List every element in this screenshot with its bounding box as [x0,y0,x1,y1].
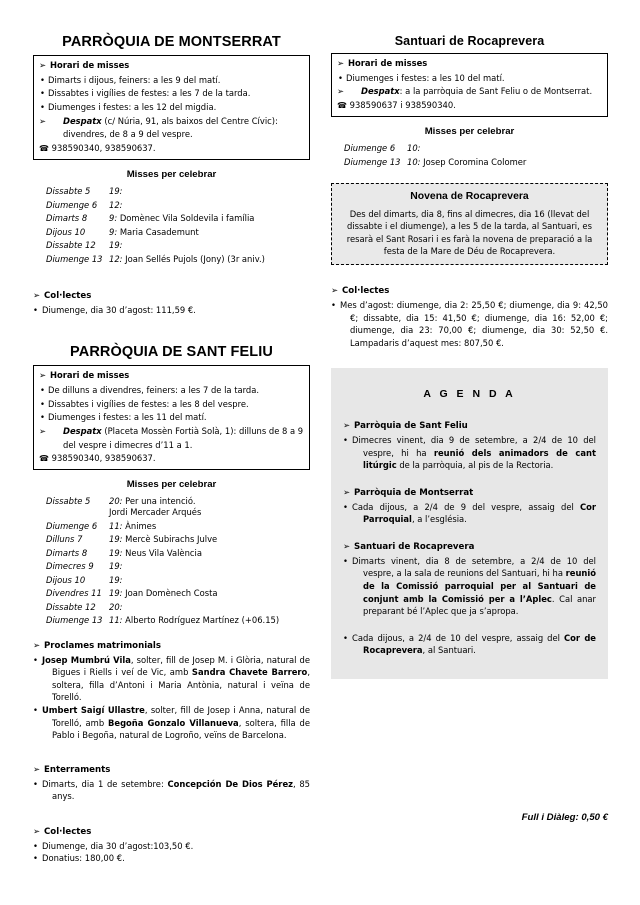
mass-day: Divendres 11 [46,588,102,599]
section-santuari-rocaprevera [331,34,608,349]
telephone-icon: ☎ [39,143,49,153]
arrow-bullet-icon: ➢ [39,61,47,71]
despatx-text: : a la parròquia de Sant Feliu o de Montserrat. [399,86,593,97]
mass-detail: 19: Mercè Subirachs Julve [109,534,218,545]
masses-table-montserrat [33,185,310,266]
mass-day: Dimecres 9 [46,561,94,572]
table-row [33,574,310,588]
mass-detail: 9: Maria Casademunt [109,226,199,237]
agenda-group-heading: ➢ Parròquia de Montserrat [343,487,474,498]
arrow-bullet-icon: ➢ [337,59,345,69]
mass-detail: 10: [407,143,421,154]
mass-detail: 11: Ànimes [109,520,157,531]
phone-numbers: 938590637 i 938590340. [349,99,456,110]
table-row [33,495,310,519]
proclamations-heading: ➢ Proclames matrimonials [33,640,161,651]
agenda-box [331,368,608,679]
left-column [33,34,310,865]
schedule-heading: ➢ Horari de misses [39,369,304,384]
schedule-line: • Dissabtes i vigílies de festes: a les 7 de la tarda. [39,87,304,101]
masses-heading-sant-feliu: Misses per celebrar [126,479,217,491]
bride-groom-name: Umbert Saigí Ullastre [42,705,145,716]
agenda-group-montserrat [343,487,596,526]
agenda-group-heading: ➢ Parròquia de Sant Feliu [343,421,468,432]
novena-box [331,183,608,265]
novena-title: Novena de Rocaprevera [410,190,529,202]
agenda-group-heading: ➢ Santuari de Rocaprevera [343,541,475,552]
list-item: • Donatius: 180,00 €. [33,852,310,865]
bride-groom-name: Josep Mumbrú Vila [42,654,131,665]
list-item: • Cada dijous, a 2/4 de 9 del vespre, assaig del Cor Parroquial, a l’església. [343,501,596,526]
mass-day: Dimarts 8 [46,213,88,224]
agenda-title: A G E N D A [423,388,516,401]
arrow-bullet-icon: ➢ [343,421,351,432]
mass-day: Dissabte 5 [46,186,91,197]
mass-day: Diumenge 13 [46,615,103,626]
mass-detail: 19: [109,561,123,572]
mass-detail: 11: Alberto Rodríguez Martínez (+06.15) [109,615,280,626]
list-item: • Dimarts, dia 1 de setembre: Concepción De Dios Pérez, 85 anys. [33,778,310,803]
schedule-line: • Dissabtes i vigílies de festes: a les 8 del vespre. [39,398,304,412]
schedule-line: • Dimarts i dijous, feiners: a les 9 del matí. [39,74,304,88]
agenda-highlight: reunió de la Comissió parroquial per al Santuari de conjunt amb la Comissió per a l’Aplec [363,568,596,604]
table-row [33,520,310,534]
bride-groom-name: Begoña Gonzalo Villanueva [108,717,239,728]
mass-detail: 19: [109,240,123,251]
telephone-icon: ☎ [39,454,49,464]
section-parroquia-sant-feliu [33,344,310,865]
page-title-montserrat: PARRÒQUIA DE MONTSERRAT [62,34,281,50]
list-item: • Cada dijous, a 2/4 de 10 del vespre, assaig del Cor de Rocaprevera, al Santuari. [343,632,596,657]
proclamations-section [33,640,310,742]
telephone-icon: ☎ [337,100,347,110]
despatx-text-2: del vespre i dimecres d’11 a 1. [63,439,193,450]
agenda-group-sant-feliu [343,420,596,472]
table-row [331,155,608,169]
list-item: • Josep Mumbrú Vila, solter, fill de Josep M. i Glòria, natural de Bigues i Riells i veí de Vic, amb Sandra Chavete Barrero, soltera, filla d’Antoni i Maria Antònia, natural i veïna de Torelló. [33,654,310,704]
sant-feliu-collections [33,826,310,865]
mass-day: Diumenge 13 [46,253,103,264]
right-column [331,34,608,679]
arrow-bullet-icon: ➢ [33,826,41,837]
phone-line [39,142,304,156]
mass-day: Diumenge 13 [344,156,401,167]
list-item: • Mes d’agost: diumenge, dia 2: 25,50 €; diumenge, dia 9: 42,50 €; dissabte, dia 15: 41,50 €; diumenge, dia 16: 52,00 €; diumenge, dia 23: 70,00 €; diumenge, dia 30: 52,50 €. Lampadaris d’aquest mes: 807,50 €. [331,299,608,349]
arrow-bullet-icon: ➢ [39,371,47,382]
agenda-highlight: Cor de Rocaprevera [363,632,596,656]
schedule-line: • De dilluns a divendres, feiners: a les 7 de la tarda. [39,384,304,398]
mass-detail: 20: Per una intenció. Jordi Mercader Arqués [109,496,202,518]
page-title-sant-feliu: PARRÒQUIA DE SANT FELIU [70,344,273,361]
table-row [33,239,310,253]
agenda-highlight: Cor Parroquial [363,501,596,525]
list-item: • Umbert Saigí Ullastre, solter, fill de Josep i Anna, natural de Torelló, amb Begoña Gonzalo Villanueva, soltera, filla de Pablo i Begoña, natural de Logroño, veïns de Barcelona. [33,704,310,742]
deceased-name: Concepción De Dios Pérez [167,778,293,789]
table-row [33,225,310,239]
despatx-label: Despatx [63,425,102,436]
arrow-bullet-icon: ➢ [33,290,41,301]
phone-numbers: 938590340, 938590637. [51,453,156,464]
schedule-heading: ➢ Horari de misses [337,57,602,72]
table-row [33,212,310,226]
mass-detail: 12: Joan Sellés Pujols (Jony) (3r aniv.) [109,253,265,264]
mass-detail: 19: Neus Vila València [109,547,202,558]
montserrat-schedule-box [33,55,310,160]
table-row [33,533,310,547]
masses-heading-rocaprevera: Misses per celebrar [424,125,515,137]
schedule-heading: ➢ Horari de misses [39,59,304,74]
mass-day: Dijous 10 [46,574,86,585]
arrow-bullet-icon: ➢ [33,640,41,651]
section-parroquia-montserrat [33,34,310,316]
mass-detail: 20: [109,601,123,612]
agenda-highlight: reunió dels animadors de cant litúrgic [363,447,596,471]
mass-day: Diumenge 6 [46,520,98,531]
sant-feliu-schedule-box [33,365,310,470]
arrow-bullet-icon: ➢ [337,86,345,97]
mass-detail: 10: Josep Coromina Colomer [407,156,527,167]
list-item: • Diumenge, dia 30 d’agost: 111,59 €. [33,304,310,317]
phone-line [337,99,602,113]
mass-day: Dilluns 7 [46,534,83,545]
despatx-text-2: divendres, de 8 a 9 del vespre. [63,129,193,140]
table-row [33,560,310,574]
burials-section [33,764,310,803]
mass-day: Dimarts 8 [46,547,88,558]
rocaprevera-schedule-box [331,53,608,117]
table-row [33,587,310,601]
table-row [331,142,608,156]
burials-heading: ➢ Enterraments [33,764,111,775]
montserrat-collections [33,290,310,317]
mass-day: Dissabte 12 [46,601,96,612]
despatx-label: Despatx [361,86,400,97]
despatx-line [337,85,602,99]
arrow-bullet-icon: ➢ [343,541,351,552]
mass-detail: 19: [109,574,123,585]
mass-day: Dissabte 12 [46,240,96,251]
schedule-line: • Diumenges i festes: a les 10 del matí. [337,72,602,86]
table-row [33,252,310,266]
mass-detail: 19: [109,186,123,197]
novena-body: Des del dimarts, dia 8, fins al dimecres, dia 16 (llevat del dissabte i el diumenge), a les 5 de la tarda, al Santuari, es resarà el Sant Rosari i es farà la novena de preparació a la festa de la Mare de Déu de Rocaprevera. [346,208,593,257]
table-row [33,547,310,561]
masses-heading-montserrat: Misses per celebrar [126,168,217,180]
arrow-bullet-icon: ➢ [33,764,41,775]
list-item: • Dimarts vinent, dia 8 de setembre, a 2/4 de 10 del vespre, a la sala de reunions del Santuari, hi ha reunió de la Comissió parroquial per al Santuari de conjunt amb la Comissió per a l’Aplec. Cal anar preparant bé l’Aplec que ja s’apropa. [343,555,596,618]
phone-line [39,452,304,466]
footer-price: Full i Diàleg: 0,50 € [521,812,608,823]
schedule-line: • Diumenges i festes: a les 12 del migdia. [39,101,304,115]
despatx-line [39,115,304,142]
arrow-bullet-icon: ➢ [343,487,351,498]
table-row [33,601,310,615]
collections-heading: ➢ Col·lectes [33,290,92,301]
page-title-rocaprevera: Santuari de Rocaprevera [394,34,545,48]
rocaprevera-collections [331,285,608,349]
table-row [33,185,310,199]
schedule-line: • Diumenges i festes: a les 11 del matí. [39,411,304,425]
arrow-bullet-icon: ➢ [39,425,47,436]
despatx-line [39,425,304,452]
masses-table-sant-feliu [33,495,310,628]
mass-detail: 19: Joan Domènech Costa [109,588,218,599]
despatx-text: (c/ Núria, 91, als baixos del Centre Cívic): [104,115,278,126]
mass-detail: 12: [109,199,123,210]
phone-numbers: 938590340, 938590637. [51,142,156,153]
collections-heading: ➢ Col·lectes [331,286,390,297]
despatx-label: Despatx [63,115,102,126]
list-item: • Diumenge, dia 30 d’agost:103,50 €. [33,840,310,853]
masses-table-rocaprevera [331,142,608,169]
despatx-text: (Placeta Mossèn Fortià Solà, 1): dilluns de 8 a 9 [104,425,304,436]
mass-detail: 9: Domènec Vila Soldevila i família [109,213,255,224]
mass-day: Dissabte 5 [46,496,91,507]
collections-heading: ➢ Col·lectes [33,826,92,837]
mass-day: Dijous 10 [46,226,86,237]
table-row [33,198,310,212]
list-item: • Dimecres vinent, dia 9 de setembre, a 2/4 de 10 del vespre, hi ha reunió dels animadors de cant litúrgic de la parròquia, al pis de la Rectoria. [343,434,596,472]
mass-day: Diumenge 6 [344,143,396,154]
arrow-bullet-icon: ➢ [39,115,47,126]
table-row [33,614,310,628]
bride-groom-name: Sandra Chavete Barrero [191,667,308,678]
mass-day: Diumenge 6 [46,199,98,210]
agenda-group-rocaprevera [343,541,596,657]
arrow-bullet-icon: ➢ [331,286,339,297]
